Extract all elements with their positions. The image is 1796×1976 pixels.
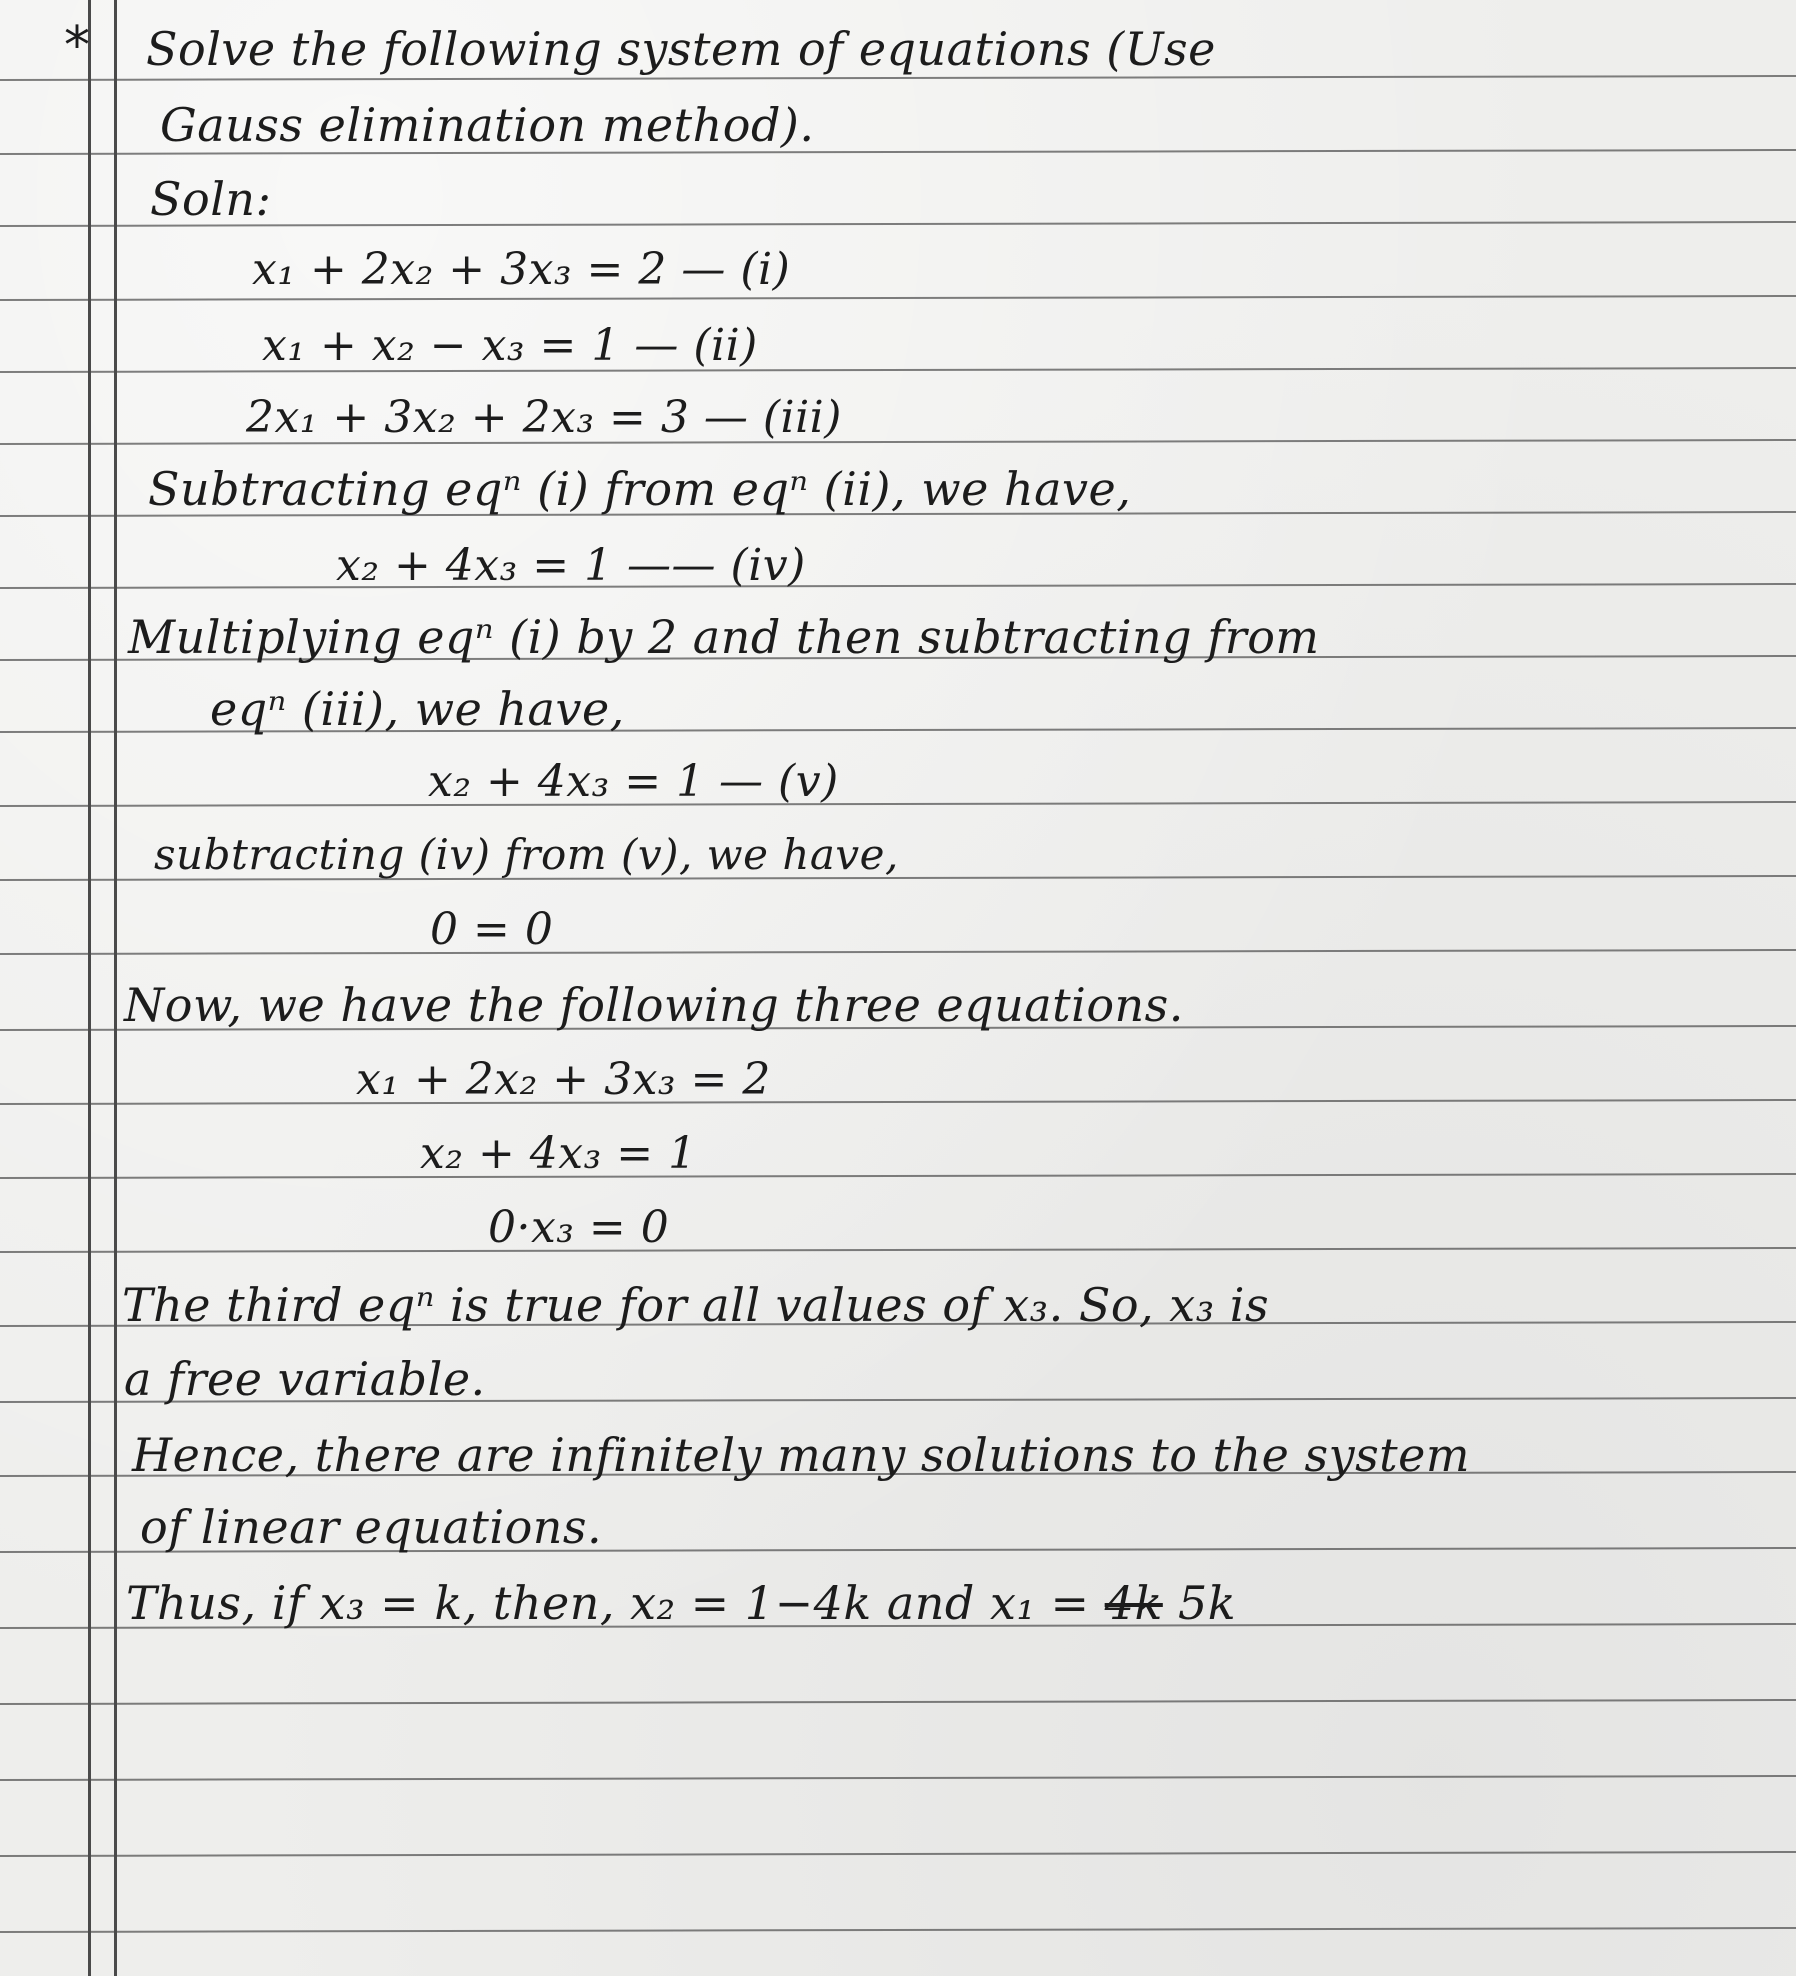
question-line-2: Gauss elimination method).	[160, 98, 815, 152]
reduced-equation-2: x₂ + 4x₃ = 1	[420, 1128, 697, 1179]
solution-label: Soln:	[150, 172, 272, 226]
equation-ii: x₁ + x₂ − x₃ = 1 — (ii)	[262, 320, 758, 371]
conclusion-line-2: of linear equations.	[140, 1500, 603, 1554]
step-subtract-i-from-ii: Subtracting eqⁿ (i) from eqⁿ (ii), we have,	[148, 462, 1132, 516]
conclusion-line-1: Hence, there are infinitely many solutions to the system	[132, 1428, 1471, 1482]
result-zero: 0 = 0	[430, 904, 554, 955]
equation-i: x₁ + 2x₂ + 3x₃ = 2 — (i)	[252, 244, 791, 295]
margin-line-left	[88, 0, 91, 1976]
free-variable-line-1: The third eqⁿ is true for all values of x₃. So, x₃ is	[122, 1278, 1270, 1332]
struck-out-value: 4k	[1104, 1576, 1163, 1630]
free-variable-line-2: a free variable.	[124, 1352, 486, 1406]
three-equations-heading: Now, we have the following three equations.	[124, 978, 1184, 1032]
step-multiply-line-2: eqⁿ (iii), we have,	[210, 682, 625, 736]
final-answer-text: Thus, if x₃ = k, then, x₂ = 1−4k and x₁ =	[126, 1576, 1090, 1630]
equation-v: x₂ + 4x₃ = 1 — (v)	[428, 756, 839, 807]
bullet-star: *	[64, 16, 90, 76]
final-answer-x1: 5k	[1177, 1576, 1237, 1630]
step-multiply-line-1: Multiplying eqⁿ (i) by 2 and then subtracting from	[128, 610, 1320, 664]
reduced-equation-1: x₁ + 2x₂ + 3x₃ = 2	[356, 1054, 771, 1105]
equation-iv: x₂ + 4x₃ = 1 —— (iv)	[336, 540, 806, 591]
final-answer	[126, 1576, 1236, 1630]
reduced-equation-3: 0·x₃ = 0	[488, 1202, 670, 1253]
equation-iii: 2x₁ + 3x₂ + 2x₃ = 3 — (iii)	[246, 392, 842, 443]
step-subtract-iv-from-v: subtracting (iv) from (v), we have,	[154, 830, 899, 879]
question-line-1: Solve the following system of equations (Use	[146, 22, 1216, 76]
margin-line-right	[114, 0, 117, 1976]
